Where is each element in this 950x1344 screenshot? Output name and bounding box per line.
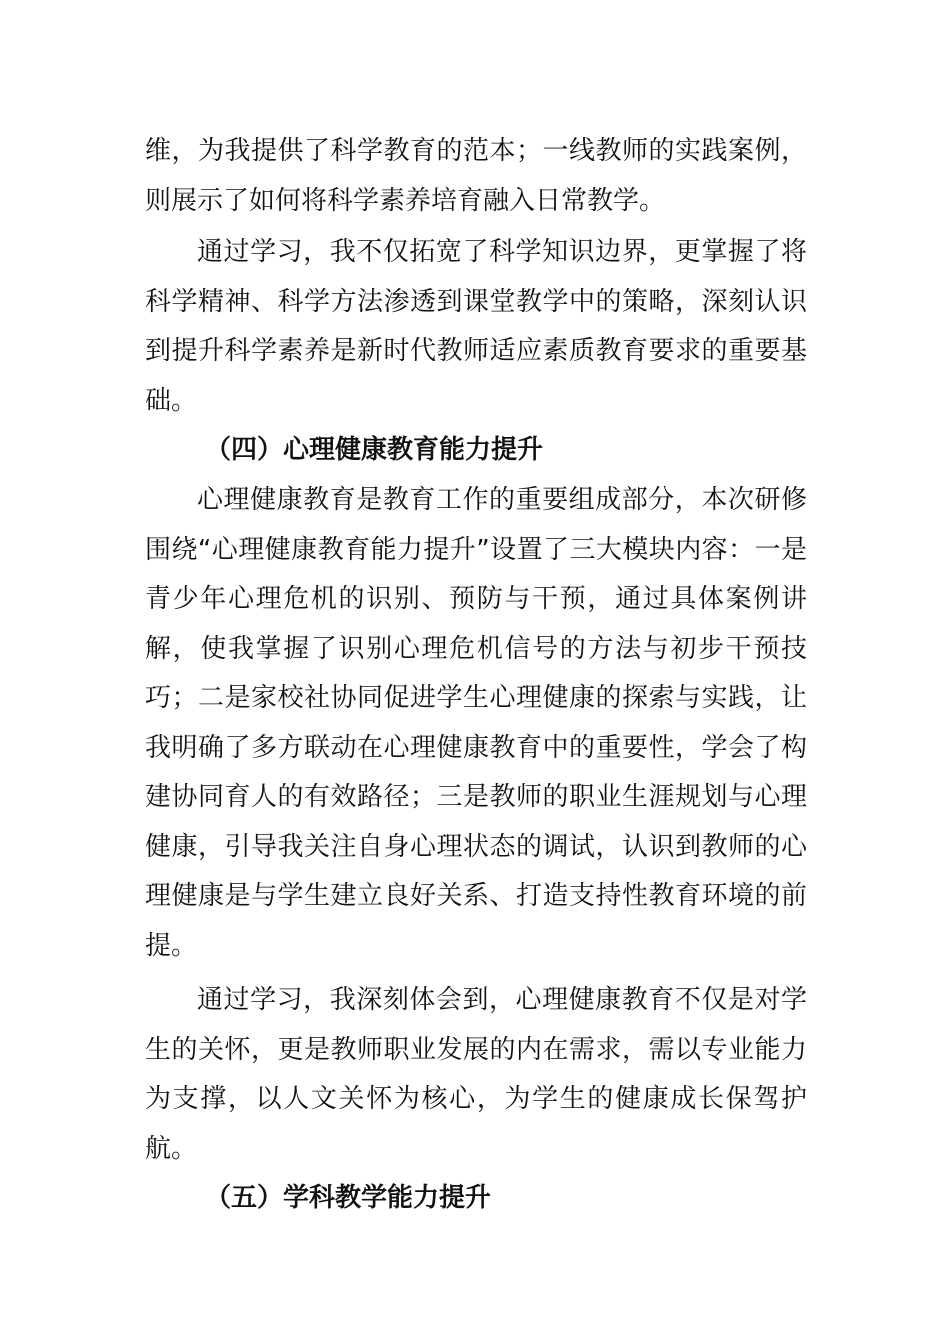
paragraph-science-summary: 通过学习，我不仅拓宽了科学知识边界，更掌握了将科学精神、科学方法渗透到课堂教学中的策略，深刻认识到提升科学素养是新时代教师适应素质教育要求的重要基础。 (145, 237, 807, 416)
section-heading-5: （五）学科教学能力提升 (205, 1183, 492, 1213)
paragraph-mental-health: 心理健康教育是教育工作的重要组成部分，本次研修围绕“心理健康教育能力提升”设置了三大模块内容：一是青少年心理危机的识别、预防与干预，通过具体案例讲解，使我掌握了识别心理危机信号的方法与初步干预技巧；二是家校社协同促进学生心理健康的探索与实践，让我明确了多方联动在心理健康教育中的重要性，学会了构建协同育人的有效路径；三是教师的职业生涯规划与心理健康，引导我关注自身心理状态的调试，认识到教师的心理健康是与学生建立良好关系、打造支持性教育环境的前提。 (145, 485, 807, 961)
section-heading-4: （四）心理健康教育能力提升 (205, 435, 544, 465)
paragraph-mental-health-summary: 通过学习，我深刻体会到，心理健康教育不仅是对学生的关怀，更是教师职业发展的内在需求，需以专业能力为支撑，以人文关怀为核心，为学生的健康成长保驾护航。 (145, 985, 807, 1164)
paragraph-continued: 维，为我提供了科学教育的范本；一线教师的实践案例，则展示了如何将科学素养培育融入日常教学。 (145, 136, 807, 216)
